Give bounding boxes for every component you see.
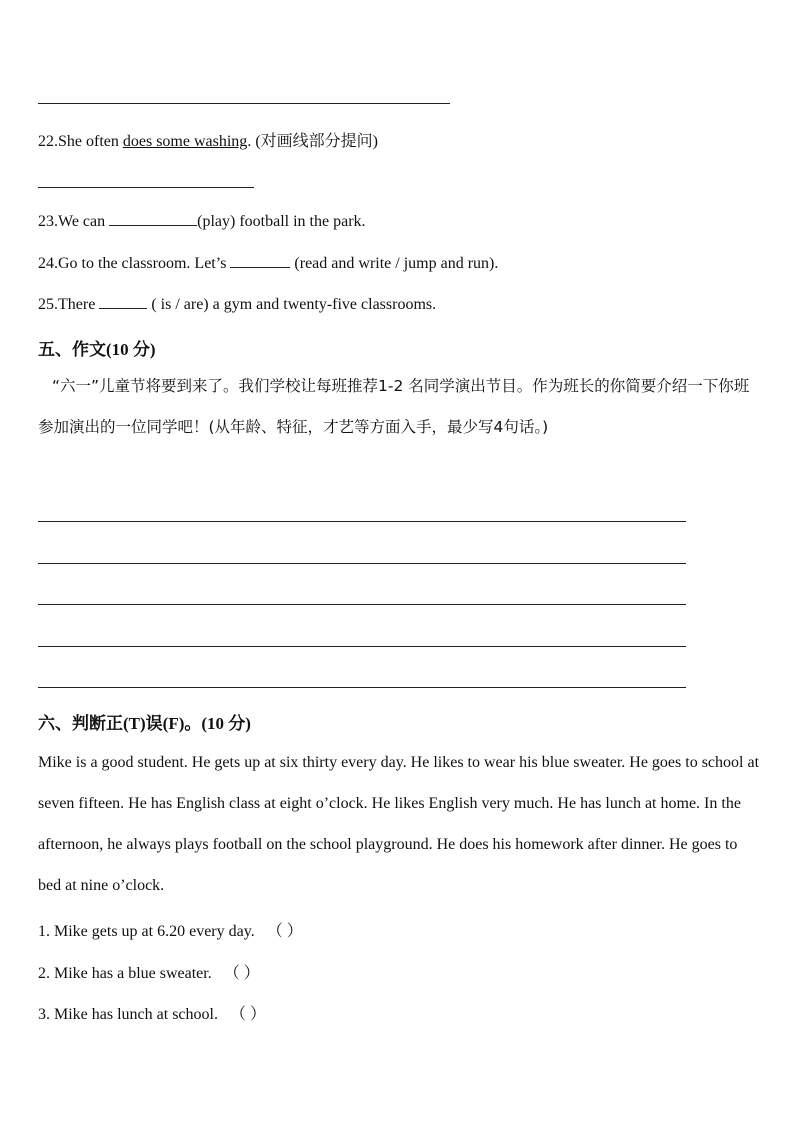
question-23-post: (play) football in the park.: [197, 213, 366, 230]
question-25-pre: There: [58, 296, 100, 313]
tf-question-3: [38, 1001, 266, 1024]
question-25-number: 25.: [38, 296, 58, 313]
tf-question-1-text: 1. Mike gets up at 6.20 every day.: [38, 923, 255, 940]
tf-question-2-text: 2. Mike has a blue sweater.: [38, 965, 212, 982]
composition-line-2[interactable]: [38, 563, 686, 564]
question-22-number: 22.: [38, 133, 58, 150]
question-25-blank[interactable]: [99, 294, 147, 309]
answer-line-21[interactable]: [38, 103, 450, 104]
question-24-pre: Go to the classroom. Let’s: [58, 255, 231, 272]
tf-question-3-text: 3. Mike has lunch at school.: [38, 1006, 218, 1023]
composition-line-4[interactable]: [38, 646, 686, 647]
section-6-title: 六、判断正(T)误(F)。(10 分): [38, 714, 251, 733]
tf-question-1-answer-bracket[interactable]: （ ）: [266, 923, 303, 940]
question-25-post: ( is / are) a gym and twenty-five classrooms.: [147, 296, 437, 313]
reading-passage: Mike is a good student. He gets up at six thirty every day. He likes to wear his blue sweater. He goes to school at seven fifteen. He has English class at eight o’clock. He likes English very much. He has lunch at home. In the afternoon, he always plays football on the school playground. He does his homework after dinner. He goes to bed at nine o’clock.: [38, 754, 760, 894]
tf-question-2: [38, 960, 260, 983]
answer-line-22[interactable]: [38, 187, 254, 188]
question-24-post: (read and write / jump and run).: [290, 255, 499, 272]
section-5-prompt: “六一”儿童节将要到来了。我们学校让每班推荐1-2 名同学演出节目。作为班长的你简要介绍一下你班参加演出的一位同学吧！(从年龄、特征，才艺等方面入手，最少写4句话。): [38, 377, 750, 436]
section-5-title: 五、作文(10 分): [38, 340, 156, 359]
tf-question-1: [38, 918, 303, 941]
question-23-pre: We can: [58, 213, 110, 230]
question-24-blank[interactable]: [230, 253, 290, 268]
composition-line-1[interactable]: [38, 521, 686, 522]
question-23-blank[interactable]: [109, 211, 197, 226]
question-23-number: 23.: [38, 213, 58, 230]
composition-line-3[interactable]: [38, 604, 686, 605]
composition-line-5[interactable]: [38, 687, 686, 688]
tf-question-3-answer-bracket[interactable]: （ ）: [229, 1006, 266, 1023]
question-25: [38, 294, 436, 314]
question-22-post: . (对画线部分提问): [247, 133, 378, 150]
question-22-underlined: does some washing: [122, 133, 248, 150]
question-24-number: 24.: [38, 255, 58, 272]
tf-question-2-answer-bracket[interactable]: （ ）: [223, 965, 260, 982]
question-22-pre: She often: [58, 133, 123, 150]
question-22: [38, 128, 378, 151]
question-23: [38, 211, 366, 231]
question-24: [38, 253, 498, 273]
